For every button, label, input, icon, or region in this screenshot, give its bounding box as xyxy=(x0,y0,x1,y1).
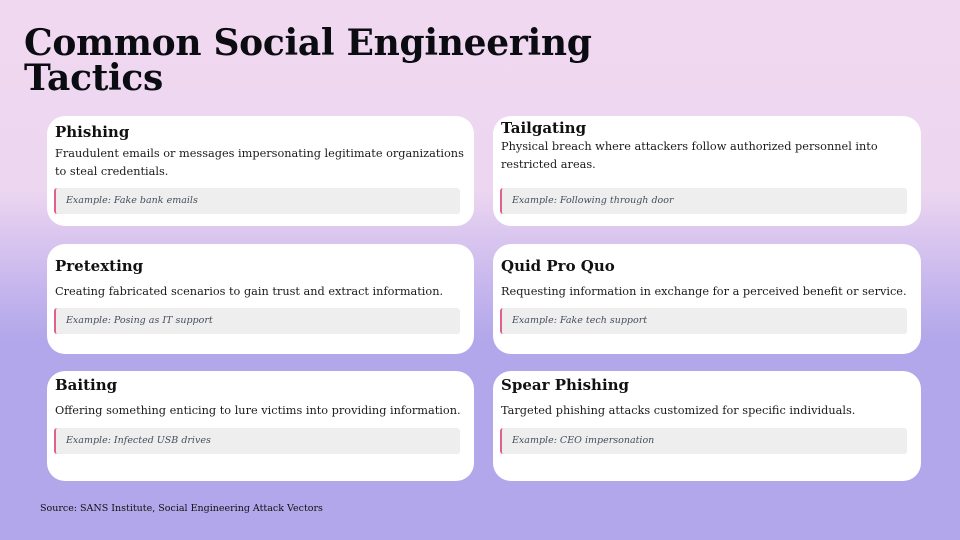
source-citation: Source: SANS Institute, Social Engineering Attack Vectors xyxy=(40,503,323,514)
card-heading: Spear Phishing xyxy=(501,376,630,394)
card-description: Physical breach where attackers follow authorized personnel into restricted areas. xyxy=(501,140,878,171)
card-heading: Pretexting xyxy=(55,257,144,275)
tactic-card-phishing xyxy=(47,116,474,226)
card-example: Example: Fake bank emails xyxy=(54,188,460,214)
card-heading: Quid Pro Quo xyxy=(501,257,615,275)
tactic-card-tailgating xyxy=(493,116,921,226)
card-heading: Baiting xyxy=(55,376,118,394)
card-description: Requesting information in exchange for a perceived benefit or service. xyxy=(501,285,907,298)
tactic-card-pretexting xyxy=(47,244,474,354)
page-title: Common Social Engineering Tactics xyxy=(24,22,592,99)
card-description: Fraudulent emails or messages impersonating legitimate organizations to steal credentials. xyxy=(55,147,464,178)
card-description: Offering something enticing to lure victims into providing information. xyxy=(55,404,461,417)
tactic-card-quid-pro-quo xyxy=(493,244,921,354)
card-example: Example: CEO impersonation xyxy=(500,428,907,454)
tactic-card-baiting xyxy=(47,371,474,481)
card-example: Example: Infected USB drives xyxy=(54,428,460,454)
card-example: Example: Following through door xyxy=(500,188,907,214)
card-description: Creating fabricated scenarios to gain trust and extract information. xyxy=(55,285,444,298)
card-heading: Phishing xyxy=(55,123,130,141)
card-example: Example: Posing as IT support xyxy=(54,308,460,334)
card-example: Example: Fake tech support xyxy=(500,308,907,334)
card-description: Targeted phishing attacks customized for specific individuals. xyxy=(501,404,856,417)
card-heading: Tailgating xyxy=(501,119,587,137)
tactic-card-spear-phishing xyxy=(493,371,921,481)
